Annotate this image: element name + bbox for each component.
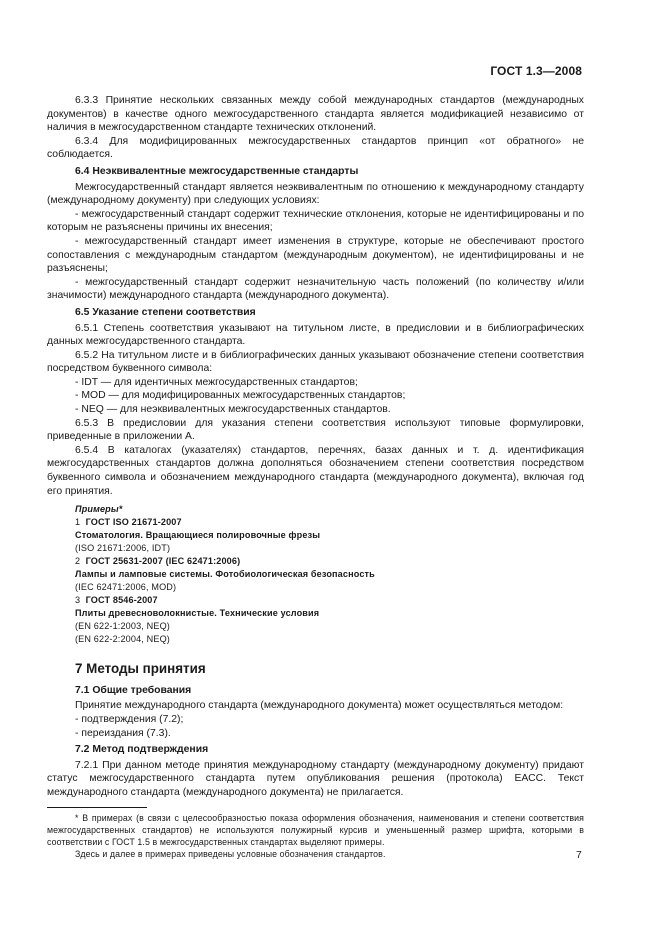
clause-6-3-4: 6.3.4 Для модифицированных межгосударственных стандартов принцип «от обратного» не соблюдается. (47, 135, 584, 161)
example-code: ГОСТ ISO 21671-2007 (85, 517, 182, 528)
footnote-text: * В примерах (в связи с целесообразностью показа оформления обозначения, наименования и степени соответствия межгосударственных стандартов) не используются полужирный курсив и уменьшенный размер шрифта, которыми в соответствии с ГОСТ 1.5 в межгосударственных стандартах выделяют примеры. (47, 812, 584, 847)
example-code-line (75, 594, 584, 607)
heading-7-2: 7.2 Метод подтверждения (75, 744, 209, 756)
example-code-line (75, 516, 584, 529)
clause-7-2-1: 7.2.1 При данном методе принятия международному стандарту (международному документу) придают статус межгосударственного стандарта путем опубликования решения (протокола) ЕАСС. Текст международного стандарта (международного документа) не прилагается. (47, 759, 584, 798)
page-body (47, 94, 584, 860)
list-item: - межгосударственный стандарт имеет изменения в структуре, которые не обеспечивают простого сопоставления с международным стандартом (международным документом), не идентифицированы и не разъяснены; (47, 235, 584, 275)
list-item: - межгосударственный стандарт содержит незначительную часть положений (по количеству и/или значимости) международного стандарта (международного документа). (47, 276, 584, 302)
footnote-note: Здесь и далее в примерах приведены условные обозначения стандартов. (75, 848, 386, 859)
footnote-divider (47, 807, 147, 808)
example-title: Стоматология. Вращающиеся полировочные фрезы (75, 530, 321, 541)
clause-6-5-2: 6.5.2 На титульном листе и в библиографических данных указывают обозначение степени соответствия посредством буквенного символа: (47, 349, 584, 375)
example-number: 1 (75, 517, 81, 528)
example-code: ГОСТ 8546-2007 (85, 595, 158, 606)
list-item: - межгосударственный стандарт содержит технические отклонения, которые не идентифицированы и по которым не разъяснены причины их внесения; (47, 208, 584, 234)
example-ref: (IEC 62471:2006, MOD) (75, 582, 177, 593)
example-ref: (EN 622-2:2004, NEQ) (75, 634, 170, 645)
heading-7-1: 7.1 Общие требования (75, 684, 192, 696)
list-item: - переиздания (7.3). (75, 727, 171, 739)
heading-6-5: 6.5 Указание степени соответствия (75, 306, 256, 318)
heading-6-4: 6.4 Неэквивалентные межгосударственные стандарты (75, 165, 359, 177)
example-ref: (ISO 21671:2006, IDT) (75, 543, 171, 554)
page-number: 7 (576, 850, 582, 861)
clause-6-4-intro: Межгосударственный стандарт является неэквивалентным по отношению к международному стандарту (международному документу) при следующих условиях: (47, 181, 584, 207)
example-code: ГОСТ 25631-2007 (IEC 62471:2006) (85, 556, 241, 567)
example-number: 3 (75, 595, 81, 606)
clause-6-5-3: 6.5.3 В предисловии для указания степени соответствия используют типовые формулировки, приведенные в приложении А. (47, 417, 584, 443)
list-item: - IDT — для идентичных межгосударственных стандартов; (75, 376, 358, 388)
example-ref: (EN 622-1:2003, NEQ) (75, 621, 170, 632)
heading-7: 7 Методы принятия (75, 661, 206, 677)
examples-heading: Примеры* (75, 504, 123, 515)
document-header-code: ГОСТ 1.3—2008 (490, 64, 582, 78)
clause-6-3-3: 6.3.3 Принятие нескольких связанных между собой международных стандартов (международных документов) в качестве одного межгосударственного стандарта является модификацией независимо от наличия в межгосударственном стандарте технических отклонений. (47, 95, 584, 134)
example-title: Плиты древесноволокнистые. Технические условия (75, 608, 320, 619)
list-item: - MOD — для модифицированных межгосударственных стандартов; (75, 390, 406, 402)
examples-block (47, 503, 584, 646)
list-item: - подтверждения (7.2); (75, 714, 184, 725)
clause-6-5-4: 6.5.4 В каталогах (указателях) стандартов, перечнях, базах данных и т. д. идентификация межгосударственных стандартов должна дополняться обозначением степени соответствия посредством буквенного символа и обозначением международного стандарта (международного документа), включая год его принятия. (47, 444, 584, 497)
list-item: - NEQ — для неэквивалентных межгосударственных стандартов. (75, 404, 391, 416)
clause-6-5-1: 6.5.1 Степень соответствия указывают на титульном листе, в предисловии и в библиографических данных межгосударственного стандарта. (47, 322, 584, 348)
example-number: 2 (75, 556, 81, 567)
example-code-line (75, 555, 584, 568)
example-title: Лампы и ламповые системы. Фотобиологическая безопасность (75, 569, 375, 580)
clause-7-1: Принятие международного стандарта (международного документа) может осуществляться методом: (75, 700, 564, 712)
